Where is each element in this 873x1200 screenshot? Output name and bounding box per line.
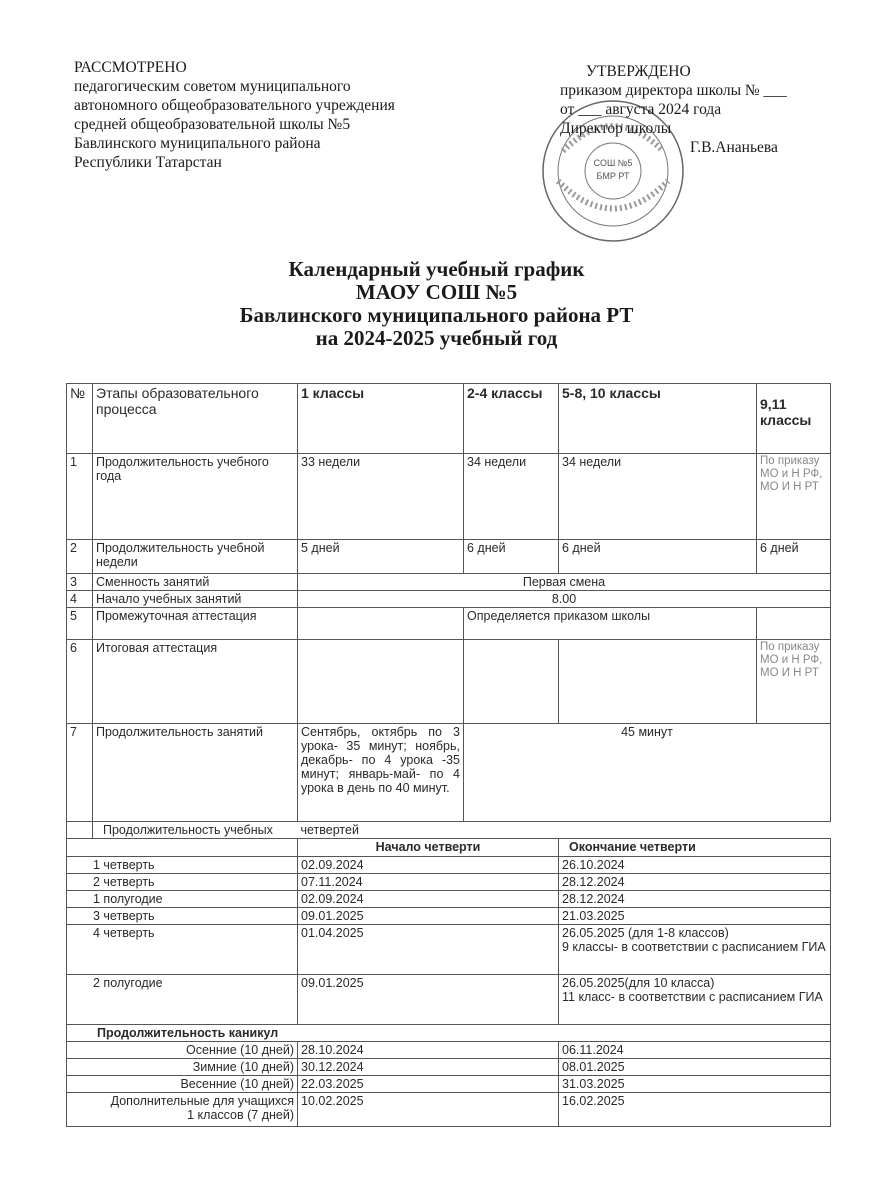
period-start: 09.01.2025 — [298, 908, 559, 925]
period-end: 26.05.2025 (для 1-8 классов) 9 классы- в соответствии с расписанием ГИА — [559, 925, 831, 975]
holidays-label: Продолжительность каникул — [67, 1025, 831, 1042]
period-row — [67, 874, 831, 891]
holiday-name: Осенние (10 дней) — [67, 1042, 298, 1059]
period-end: 26.10.2024 — [559, 857, 831, 874]
holidays-title-row — [67, 1025, 831, 1042]
title-line-3: Бавлинского муниципального района РТ — [239, 303, 634, 327]
period-start: 09.01.2025 — [298, 975, 559, 1025]
period-end: 28.12.2024 — [559, 874, 831, 891]
cell-empty — [298, 640, 464, 724]
header-num: № — [67, 384, 93, 454]
period-start: 01.04.2025 — [298, 925, 559, 975]
row-label: Продолжительность учебного года — [93, 454, 298, 540]
period-name: 1 четверть — [67, 857, 298, 874]
cell-empty — [464, 640, 559, 724]
cell-class-5-8-10: 34 недели — [559, 454, 757, 540]
cell-empty — [298, 608, 464, 640]
header-left-line: Республики Татарстан — [74, 154, 222, 171]
holiday-name: Дополнительные для учащихся 1 классов (7 дней) — [67, 1093, 298, 1127]
end-header: Окончание четверти — [559, 839, 831, 857]
holiday-start: 28.10.2024 — [298, 1042, 559, 1059]
cell-empty — [757, 608, 831, 640]
svg-text:БМР РТ: БМР РТ — [596, 171, 630, 181]
holiday-end: 08.01.2025 — [559, 1059, 831, 1076]
schedule-table-box — [66, 383, 830, 1138]
period-start: 02.09.2024 — [298, 891, 559, 908]
start-header: Начало четверти — [298, 839, 559, 857]
order-line: приказом директора школы № ___ — [560, 82, 787, 99]
row-num: 7 — [67, 724, 93, 822]
row-label: Промежуточная аттестация — [93, 608, 298, 640]
title-line-2: МАОУ СОШ №5 — [355, 280, 518, 304]
period-row — [67, 925, 831, 975]
row-label: Сменность занятий — [93, 574, 298, 591]
table-row — [67, 540, 831, 574]
holiday-end: 06.11.2024 — [559, 1042, 831, 1059]
cell-class-1: 5 дней — [298, 540, 464, 574]
period-end: 21.03.2025 — [559, 908, 831, 925]
cell-class-2-4: 6 дней — [464, 540, 559, 574]
holiday-end: 16.02.2025 — [559, 1093, 831, 1127]
holiday-start: 10.02.2025 — [298, 1093, 559, 1127]
approved-label: УТВЕРЖДЕНО — [586, 63, 691, 80]
cell-class-1: Сентябрь, октябрь по 3 урока- 35 минут; ноябрь, декабрь- по 4 урока -35 минут; январь-май- по 4 урока в день по 40 минут. — [298, 724, 464, 822]
table-row — [67, 574, 831, 591]
header-left-line: РАССМОТРЕНО — [74, 59, 187, 76]
header-stages: Этапы образовательного процесса — [93, 384, 298, 454]
director-label: Директор школы — [560, 120, 672, 137]
header-class-5-8-10: 5-8, 10 классы — [559, 384, 757, 454]
holiday-start: 22.03.2025 — [298, 1076, 559, 1093]
title-line-4: на 2024-2025 учебный год — [315, 326, 558, 350]
period-name: 4 четверть — [67, 925, 298, 975]
row-label: Продолжительность занятий — [93, 724, 298, 822]
row-num: 2 — [67, 540, 93, 574]
holiday-row — [67, 1076, 831, 1093]
header-left-line: педагогическим советом муниципального — [74, 78, 351, 95]
director-signature: Г.В.Ананьева — [690, 139, 778, 156]
holiday-row — [67, 1042, 831, 1059]
period-name: 2 четверть — [67, 874, 298, 891]
quarters-title-row — [67, 822, 831, 839]
order-date: от ___ августа 2024 года — [560, 101, 722, 118]
cell-class-5-8-10: 6 дней — [559, 540, 757, 574]
period-row — [67, 975, 831, 1025]
period-end: 26.05.2025(для 10 класса) 11 класс- в соответствии с расписанием ГИА — [559, 975, 831, 1025]
period-name: 3 четверть — [67, 908, 298, 925]
cell-all-classes: Первая смена — [298, 574, 831, 591]
header-right-block — [560, 62, 787, 157]
row-label: Продолжительность учебной недели — [93, 540, 298, 574]
table-header-row — [67, 384, 831, 454]
holiday-name: Зимние (10 дней) — [67, 1059, 298, 1076]
period-row — [67, 908, 831, 925]
cell-class-9-11: По приказу МО и Н РФ, МО И Н РТ — [757, 454, 831, 540]
row-num: 6 — [67, 640, 93, 724]
header-left-line: Бавлинского муниципального района — [74, 135, 321, 152]
document-title — [0, 258, 873, 350]
row-num: 1 — [67, 454, 93, 540]
period-start: 02.09.2024 — [298, 857, 559, 874]
header-left-block — [74, 58, 395, 172]
title-line-1: Календарный учебный график — [288, 257, 585, 281]
row-num: 3 — [67, 574, 93, 591]
period-name: 1 полугодие — [67, 891, 298, 908]
quarters-header-row — [67, 839, 831, 857]
period-row — [67, 891, 831, 908]
row-label: Начало учебных занятий — [93, 591, 298, 608]
cell-class-9-11: 6 дней — [757, 540, 831, 574]
cell-all-classes: 8.00 — [298, 591, 831, 608]
holiday-row — [67, 1059, 831, 1076]
cell-class-9-11: По приказу МО и Н РФ, МО И Н РТ — [757, 640, 831, 724]
table-row — [67, 640, 831, 724]
cell-class-1: 33 недели — [298, 454, 464, 540]
period-end: 28.12.2024 — [559, 891, 831, 908]
header-class-1: 1 классы — [298, 384, 464, 454]
header-left-line: средней общеобразовательной школы №5 — [74, 116, 351, 133]
cell-class-2-4: 34 недели — [464, 454, 559, 540]
table-row — [67, 724, 831, 822]
cell-empty — [559, 640, 757, 724]
header-left-line: автономного общеобразовательного учреждения — [74, 97, 395, 114]
schedule-table — [66, 383, 831, 1127]
cell-other-classes: 45 минут — [464, 724, 831, 822]
table-row — [67, 608, 831, 640]
holiday-end: 31.03.2025 — [559, 1076, 831, 1093]
quarters-label-cont: четвертей — [300, 823, 359, 837]
table-row — [67, 591, 831, 608]
header-class-2-4: 2-4 классы — [464, 384, 559, 454]
cell-empty — [67, 839, 298, 857]
holiday-row — [67, 1093, 831, 1127]
row-num: 4 — [67, 591, 93, 608]
holiday-name: Весенние (10 дней) — [67, 1076, 298, 1093]
period-row — [67, 857, 831, 874]
holiday-start: 30.12.2024 — [298, 1059, 559, 1076]
row-num: 5 — [67, 608, 93, 640]
period-name: 2 полугодие — [67, 975, 298, 1025]
header-class-9-11: 9,11 классы — [757, 384, 831, 454]
svg-text:СОШ №5: СОШ №5 — [593, 158, 633, 168]
cell-intermediate-attestation: Определяется приказом школы — [464, 608, 757, 640]
table-row — [67, 454, 831, 540]
period-start: 07.11.2024 — [298, 874, 559, 891]
quarters-label: Продолжительность учебных — [103, 823, 273, 837]
row-label: Итоговая аттестация — [93, 640, 298, 724]
